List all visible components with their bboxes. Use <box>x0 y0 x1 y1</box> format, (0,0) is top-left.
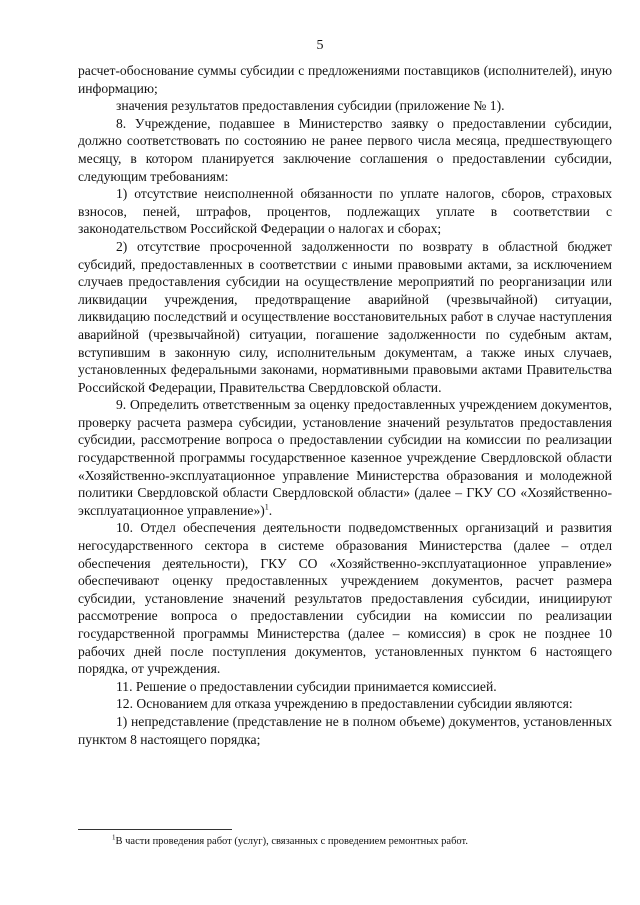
footnote-marker: 1 <box>112 833 116 842</box>
document-body <box>78 62 612 748</box>
paragraph-clause-10: 10. Отдел обеспечения деятельности подведомственных организаций и развития негосударственного сектора в системе образования Министерства (далее – отдел обеспечения деятельности), ГКУ СО «Хозяйственно-эксплуатационное управление» обеспечивают оценку предоставленных учреждением документов, расчет размера субсидии, установление значений результатов предоставления субсидии, инициируют рассмотрение вопроса о предоставлении субсидии на комиссии по реализации государственной программы Министерства (далее – комиссия) в срок не позднее 10 рабочих дней после поступления документов, установленных пунктом 6 настоящего порядка, от учреждения. <box>78 520 612 677</box>
paragraph-clause-11: 11. Решение о предоставлении субсидии принимается комиссией. <box>116 678 497 694</box>
clause-9-text: 9. Определить ответственным за оценку предоставленных учреждением документов, проверку расчета размера субсидии, установление значений результатов предоставления субсидии, рассмотрение вопроса о предоставлении субсидии на комиссии по реализации государственной программы государственное казенное учреждение Свердловской области «Хозяйственно-эксплуатационное управление Министерства образования и молодежной политики Свердловской области Свердловской области» (далее – ГКУ СО «Хозяйственно-эксплуатационное управление») <box>78 397 612 518</box>
paragraph-clause-9 <box>78 396 612 519</box>
footnote <box>112 835 612 848</box>
paragraph-clause-12: 12. Основанием для отказа учреждению в предоставлении субсидии являются: <box>116 696 573 712</box>
paragraph-requirement-1: 1) отсутствие неисполненной обязанности по уплате налогов, сборов, страховых взносов, пеней, штрафов, процентов, подлежащих уплате в соответствии с законодательством Российской Федерации о налогах и сборах; <box>78 186 612 237</box>
paragraph-result-values: значения результатов предоставления субсидии (приложение № 1). <box>116 98 505 114</box>
paragraph-clause-8: 8. Учреждение, подавшее в Министерство заявку о предоставлении субсидии, должно соответствовать по состоянию не ранее первого числа месяца, предшествующего месяцу, в котором планируется заключение соглашения о предоставлении субсидии, следующим требованиям: <box>78 115 612 184</box>
page-number: 5 <box>316 38 324 53</box>
clause-9-end: . <box>268 502 273 518</box>
paragraph-refusal-ground-1: 1) непредставление (представление не в полном объеме) документов, установленных пунктом 8 настоящего порядка; <box>78 713 612 747</box>
footnote-text: В части проведения работ (услуг), связанных с проведением ремонтных работ. <box>115 836 468 847</box>
footnote-reference[interactable]: 1 <box>264 502 269 512</box>
paragraph-requirement-2: 2) отсутствие просроченной задолженности по возврату в областной бюджет субсидий, предоставленных в соответствии с иными правовыми актами, за исключением случаев предоставления субсидии на осуществление мероприятий по реорганизации или ликвидации учреждения, предотвращение аварийной (чрезвычайной) ситуации, ликвидацию последствий и осуществление восстановительных работ в случае наступления аварийной (чрезвычайной) ситуации, погашение задолженности по судебным актам, вступившим в законную силу, исполнительным документам, а также иных случаев, установленных федеральными законами, нормативными правовыми актами Правительства Российской Федерации, Правительства Свердловской области. <box>78 238 612 395</box>
footnote-divider <box>78 829 232 830</box>
paragraph-calculation-justification: расчет-обоснование суммы субсидии с предложениями поставщиков (исполнителей), иную информацию; <box>78 63 612 96</box>
